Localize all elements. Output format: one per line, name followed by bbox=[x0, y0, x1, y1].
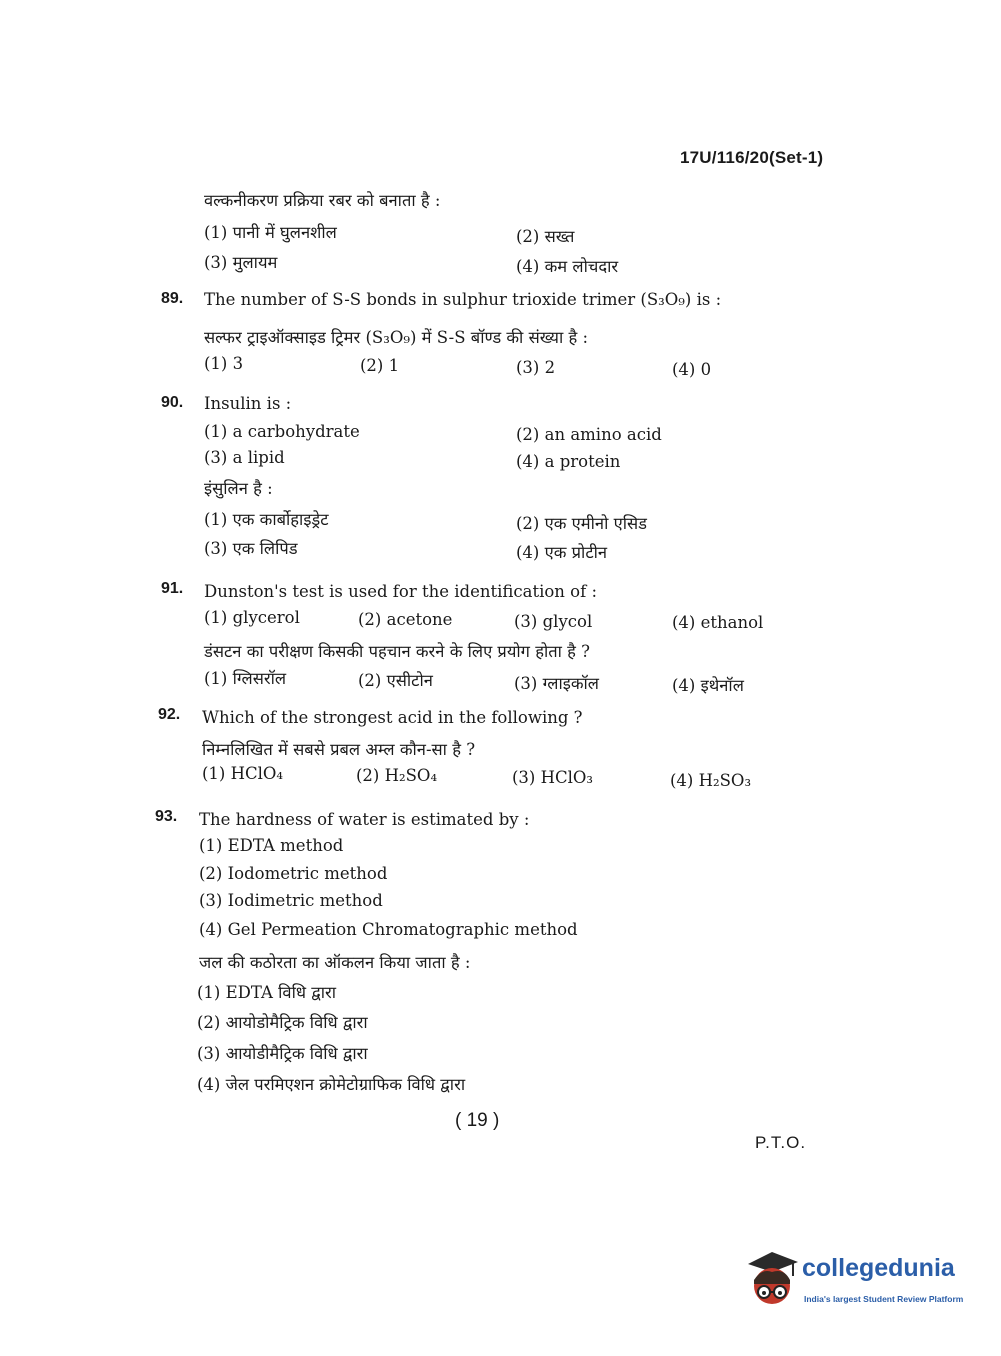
question-number-89: 89. bbox=[161, 290, 184, 307]
q93-option-3-hi: (3) आयोडीमैट्रिक विधि द्वारा bbox=[197, 1044, 368, 1063]
q90-option-4-hi: (4) एक प्रोटीन bbox=[516, 543, 608, 562]
prev-option-3: (3) मुलायम bbox=[204, 253, 278, 272]
q91-option-2-en: (2) acetone bbox=[358, 610, 453, 629]
q93-option-4-en: (4) Gel Permeation Chromatographic method bbox=[199, 920, 578, 939]
q89-english: The number of S-S bonds in sulphur trioxide trimer (S₃O₉) is : bbox=[204, 290, 722, 309]
q90-option-1-en: (1) a carbohydrate bbox=[204, 422, 360, 441]
q93-option-1-hi: (1) EDTA विधि द्वारा bbox=[197, 983, 337, 1002]
q92-option-3: (3) HClO₃ bbox=[512, 768, 594, 787]
q93-option-2-en: (2) Iodometric method bbox=[199, 864, 388, 883]
q89-option-3: (3) 2 bbox=[516, 358, 556, 377]
q93-hindi: जल की कठोरता का ऑकलन किया जाता है : bbox=[199, 953, 471, 972]
q91-option-3-hi: (3) ग्लाइकॉल bbox=[514, 674, 599, 693]
q90-option-2-en: (2) an amino acid bbox=[516, 425, 662, 444]
q92-hindi: निम्नलिखित में सबसे प्रबल अम्ल कौन-सा है ? bbox=[202, 740, 476, 759]
q93-option-1-en: (1) EDTA method bbox=[199, 836, 344, 855]
question-number-91: 91. bbox=[161, 580, 184, 597]
q93-option-4-hi: (4) जेल परमिएशन क्रोमेटोग्राफिक विधि द्वारा bbox=[197, 1075, 466, 1094]
q91-option-4-en: (4) ethanol bbox=[672, 613, 764, 632]
q92-option-2: (2) H₂SO₄ bbox=[356, 766, 438, 785]
question-number-90: 90. bbox=[161, 394, 184, 411]
q91-option-3-en: (3) glycol bbox=[514, 612, 593, 631]
q91-option-1-en: (1) glycerol bbox=[204, 608, 300, 627]
prev-option-4: (4) कम लोचदार bbox=[516, 257, 619, 276]
question-number-92: 92. bbox=[158, 706, 181, 723]
q91-option-4-hi: (4) इथेनॉल bbox=[672, 676, 744, 695]
q90-option-2-hi: (2) एक एमीनो एसिड bbox=[516, 514, 647, 533]
prev-option-2: (2) सख्त bbox=[516, 227, 575, 246]
q92-option-4: (4) H₂SO₃ bbox=[670, 771, 752, 790]
q90-option-3-hi: (3) एक लिपिड bbox=[204, 539, 298, 558]
q91-english: Dunston's test is used for the identification of : bbox=[204, 582, 598, 601]
mascot-icon bbox=[742, 1250, 800, 1312]
q90-option-3-en: (3) a lipid bbox=[204, 448, 285, 467]
q93-english: The hardness of water is estimated by : bbox=[199, 810, 530, 829]
q93-option-2-hi: (2) आयोडोमैट्रिक विधि द्वारा bbox=[197, 1013, 368, 1032]
q92-english: Which of the strongest acid in the following ? bbox=[202, 708, 583, 727]
collegedunia-logo bbox=[742, 1250, 972, 1314]
q89-hindi: सल्फर ट्राइऑक्साइड ट्रिमर (S₃O₉) में S-S बॉण्ड की संख्या है : bbox=[204, 328, 589, 347]
q90-english: Insulin is : bbox=[204, 394, 292, 413]
prev-question-hindi: वल्कनीकरण प्रक्रिया रबर को बनाता है : bbox=[204, 191, 441, 210]
pto-label: P.T.O. bbox=[755, 1133, 807, 1152]
page-number: ( 19 ) bbox=[455, 1110, 500, 1131]
q91-option-2-hi: (2) एसीटोन bbox=[358, 671, 433, 690]
q90-option-4-en: (4) a protein bbox=[516, 452, 621, 471]
q91-option-1-hi: (1) ग्लिसरॉल bbox=[204, 669, 287, 688]
paper-code: 17U/116/20(Set-1) bbox=[680, 148, 824, 167]
q93-option-3-en: (3) Iodimetric method bbox=[199, 891, 383, 910]
question-number-93: 93. bbox=[155, 808, 178, 825]
q90-option-1-hi: (1) एक कार्बोहाइड्रेट bbox=[204, 510, 329, 529]
q89-option-2: (2) 1 bbox=[360, 356, 400, 375]
q89-option-1: (1) 3 bbox=[204, 354, 244, 373]
q91-hindi: डंसटन का परीक्षण किसकी पहचान करने के लिए प्रयोग होता है ? bbox=[204, 642, 591, 661]
logo-tagline: India's largest Student Review Platform bbox=[804, 1294, 964, 1304]
q92-option-1: (1) HClO₄ bbox=[202, 764, 284, 783]
q89-option-4: (4) 0 bbox=[672, 360, 712, 379]
q90-hindi: इंसुलिन है : bbox=[204, 479, 273, 498]
logo-name: collegedunia bbox=[802, 1254, 955, 1282]
prev-option-1: (1) पानी में घुलनशील bbox=[204, 223, 337, 242]
